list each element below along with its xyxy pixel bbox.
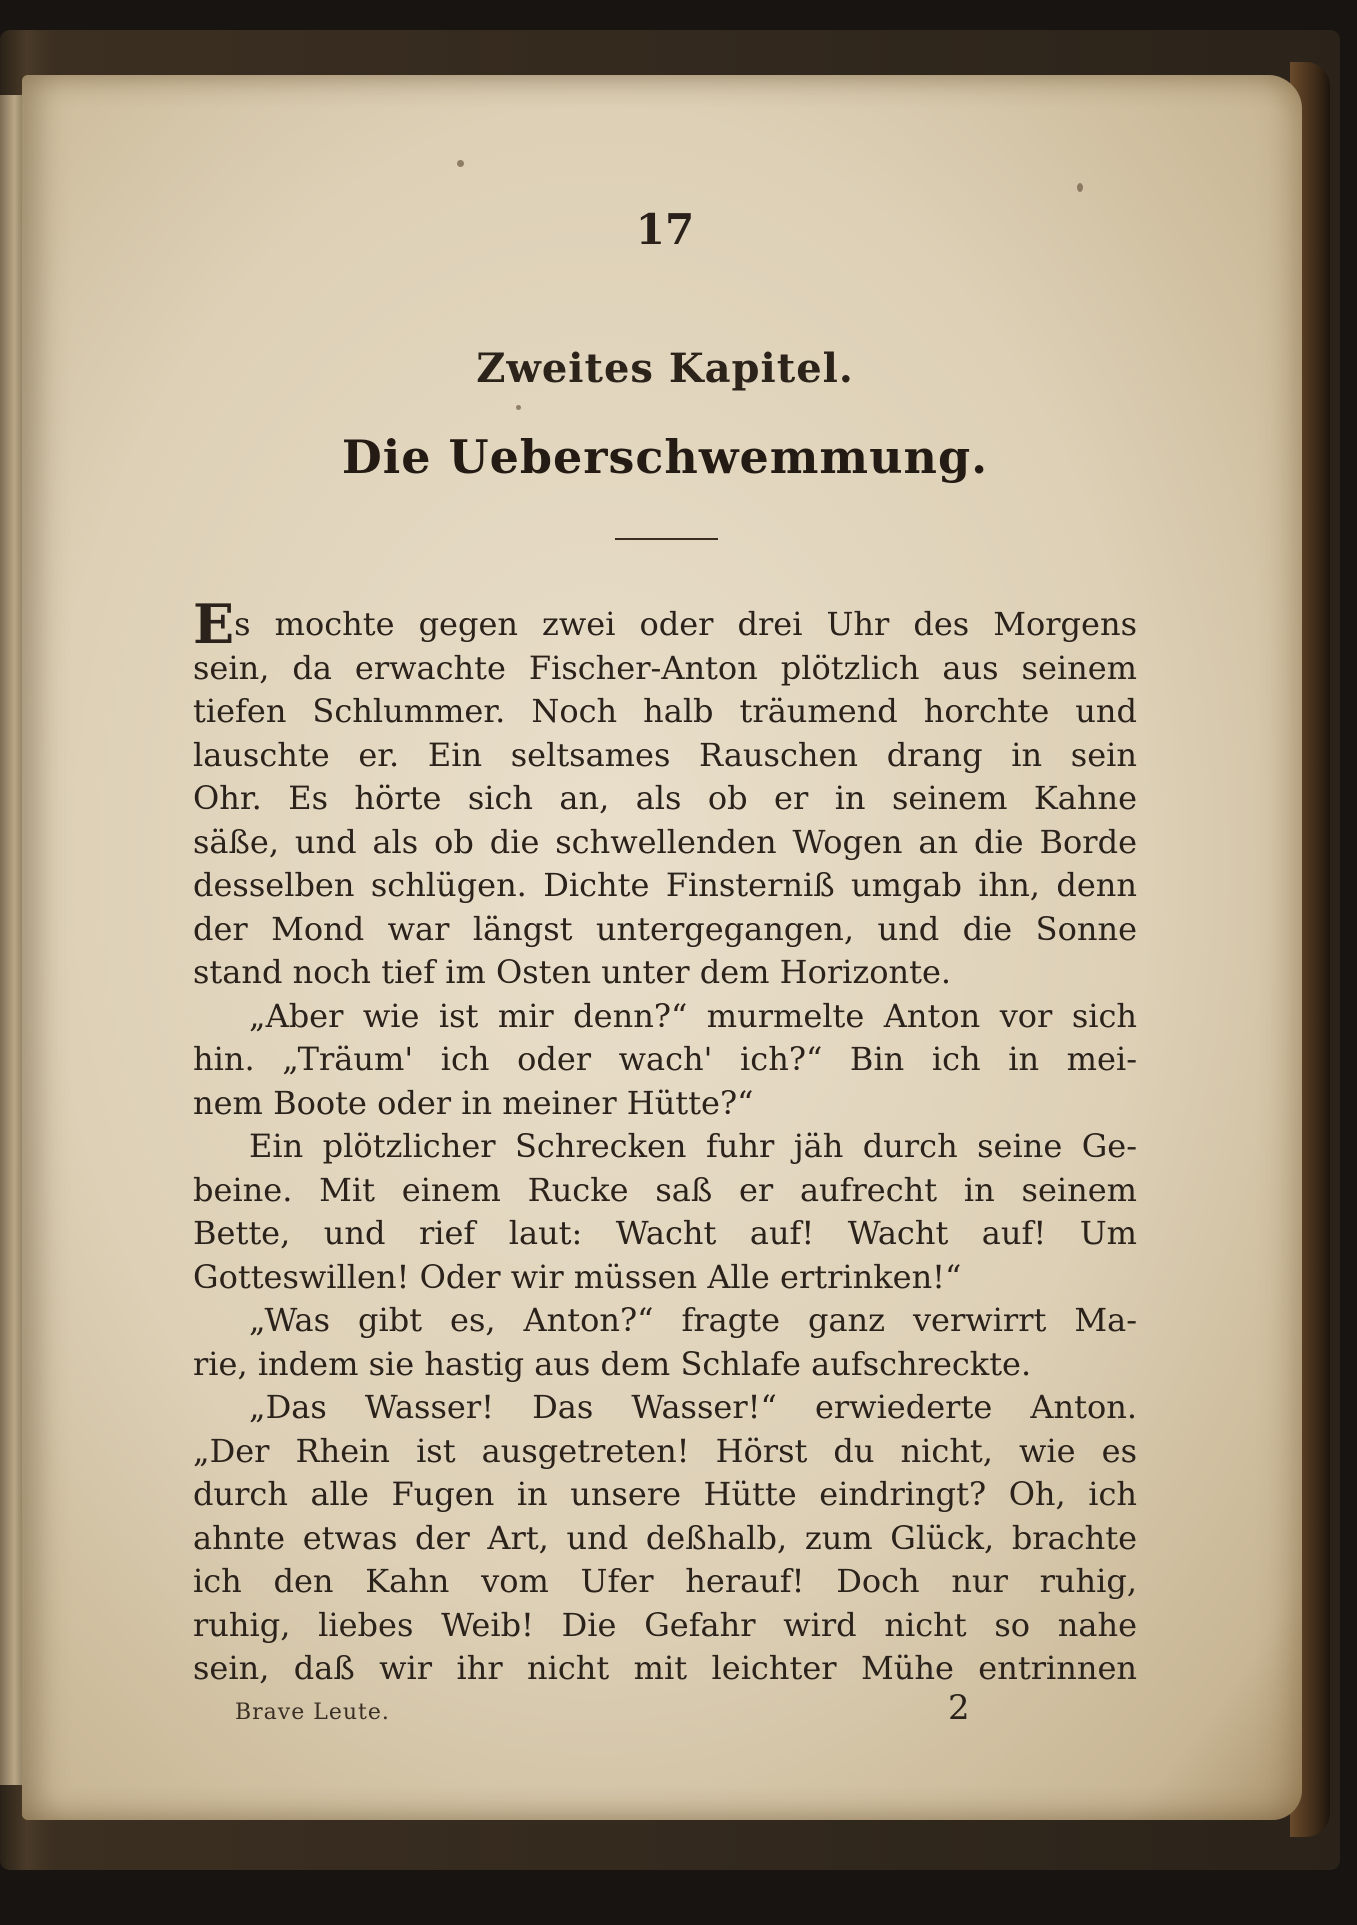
chapter-title: Die Ueberschwemmung. (341, 430, 989, 484)
text-line: Bette, und rief laut: Wacht auf! Wacht auf! Um (193, 1214, 1137, 1252)
text-line: Ein plötzlicher Schrecken fuhr jäh durch seine Ge- (249, 1127, 1137, 1165)
text-line: beine. Mit einem Rucke saß er aufrecht in seinem (193, 1170, 1137, 1209)
text-line: „Aber wie ist mir denn?“ murmelte Anton vor sich (249, 996, 1137, 1035)
drop-cap: E (193, 603, 235, 647)
text-line: der Mond war längst untergegangen, und die Sonne (193, 909, 1137, 948)
text-line: ahnte etwas der Art, und deßhalb, zum Glück, brachte (193, 1518, 1137, 1557)
footer-signature: Brave Leute. (235, 1700, 390, 1725)
text-line: Gotteswillen! Oder wir müssen Alle ertrinken!“ (193, 1257, 962, 1296)
text-line: „Der Rhein ist ausgetreten! Hörst du nicht, wie es (193, 1431, 1137, 1470)
text-line: stand noch tief im Osten unter dem Horizonte. (193, 953, 952, 991)
body-text (193, 603, 1137, 1691)
paper-speck (1077, 183, 1083, 192)
paper-speck (457, 160, 464, 167)
text-line: desselben schlügen. Dichte Finsterniß umgab ihn, denn (193, 866, 1137, 904)
text-line: säße, und als ob die schwellenden Wogen an die Borde (193, 822, 1137, 861)
text-line: sein, da erwachte Fischer-Anton plötzlich aus seinem (193, 648, 1137, 687)
title-divider (615, 538, 718, 540)
text-line: durch alle Fugen in unsere Hütte eindringt? Oh, ich (193, 1475, 1137, 1513)
text-line: rie, indem sie hastig aus dem Schlafe aufschreckte. (193, 1344, 1032, 1383)
footer-sheet-number: 2 (948, 1688, 970, 1728)
text-line: ruhig, liebes Weib! Die Gefahr wird nicht so nahe (193, 1605, 1137, 1644)
page-number: 17 (635, 205, 695, 254)
text-line: „Was gibt es, Anton?“ fragte ganz verwirrt Ma- (249, 1301, 1137, 1339)
text-line: Ohr. Es hörte sich an, als ob er in seinem Kahne (193, 779, 1137, 817)
paper-speck (516, 405, 521, 410)
text-line: nem Boote oder in meiner Hütte?“ (193, 1083, 754, 1122)
text-line: sein, daß wir ihr nicht mit leichter Mühe entrinnen (193, 1649, 1137, 1687)
text-line: „Das Wasser! Das Wasser!“ erwiederte Anton. (249, 1388, 1137, 1426)
text-line: Es mochte gegen zwei oder drei Uhr des Morgens (193, 603, 1137, 647)
text-line: ich den Kahn vom Ufer herauf! Doch nur ruhig, (193, 1562, 1137, 1600)
chapter-heading: Zweites Kapitel. (476, 345, 854, 392)
text-line: hin. „Träum' ich oder wach' ich?“ Bin ich in mei- (193, 1040, 1137, 1078)
text-line: lauschte er. Ein seltsames Rauschen drang in sein (193, 735, 1137, 774)
text-line: tiefen Schlummer. Noch halb träumend horchte und (193, 692, 1137, 730)
